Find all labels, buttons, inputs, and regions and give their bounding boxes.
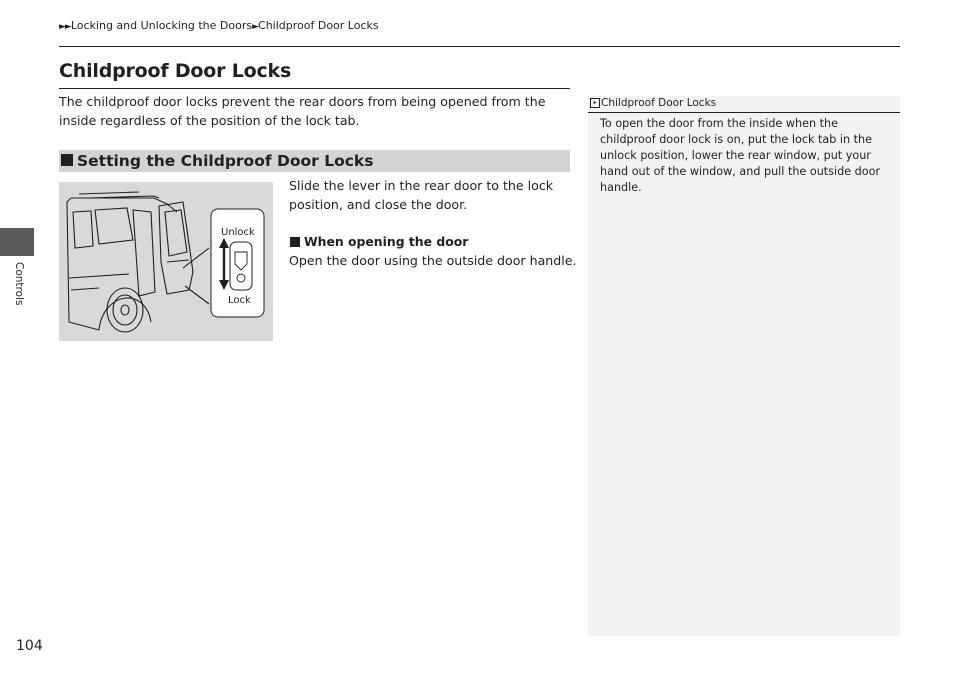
chapter-tab[interactable]	[0, 228, 34, 256]
chapter-tab-label: Controls	[13, 262, 25, 306]
sidebar-note-body: To open the door from the inside when the childproof door lock is on, put the lock tab in the unlock position, lower the rear window, put your hand out of the window, and pull the outside door handle.	[600, 117, 881, 194]
childproof-lock-illustration	[59, 182, 273, 341]
breadcrumb-separator: ►	[252, 22, 259, 32]
sidebar-note-divider	[588, 112, 900, 113]
note-icon: ▸	[590, 98, 600, 108]
breadcrumb-arrows: ►►	[59, 22, 71, 32]
section-title: Setting the Childproof Door Locks	[77, 152, 374, 170]
breadcrumb	[59, 19, 379, 32]
top-divider	[59, 46, 900, 47]
sidebar-note-heading	[590, 96, 716, 111]
subheading-marker-icon	[290, 237, 300, 247]
lock-label: Lock	[228, 295, 251, 306]
subheading-body: Open the door using the outside door handle.	[289, 253, 577, 268]
title-divider	[59, 88, 570, 89]
page-title: Childproof Door Locks	[59, 60, 292, 82]
sidebar-note-heading-text: Childproof Door Locks	[601, 97, 717, 109]
section-marker-icon	[61, 154, 73, 166]
car-door-lock-drawing	[59, 182, 273, 341]
subheading: When opening the door	[304, 234, 469, 249]
breadcrumb-parent-link[interactable]: Locking and Unlocking the Doors	[70, 19, 253, 32]
unlock-label: Unlock	[221, 227, 255, 238]
breadcrumb-current: Childproof Door Locks	[258, 19, 379, 32]
intro-paragraph: The childproof door locks prevent the rear doors from being opened from the inside regardless of the position of the lock tab.	[59, 94, 546, 128]
page-number: 104	[16, 638, 43, 654]
instruction-text: Slide the lever in the rear door to the lock position, and close the door.	[289, 178, 554, 212]
